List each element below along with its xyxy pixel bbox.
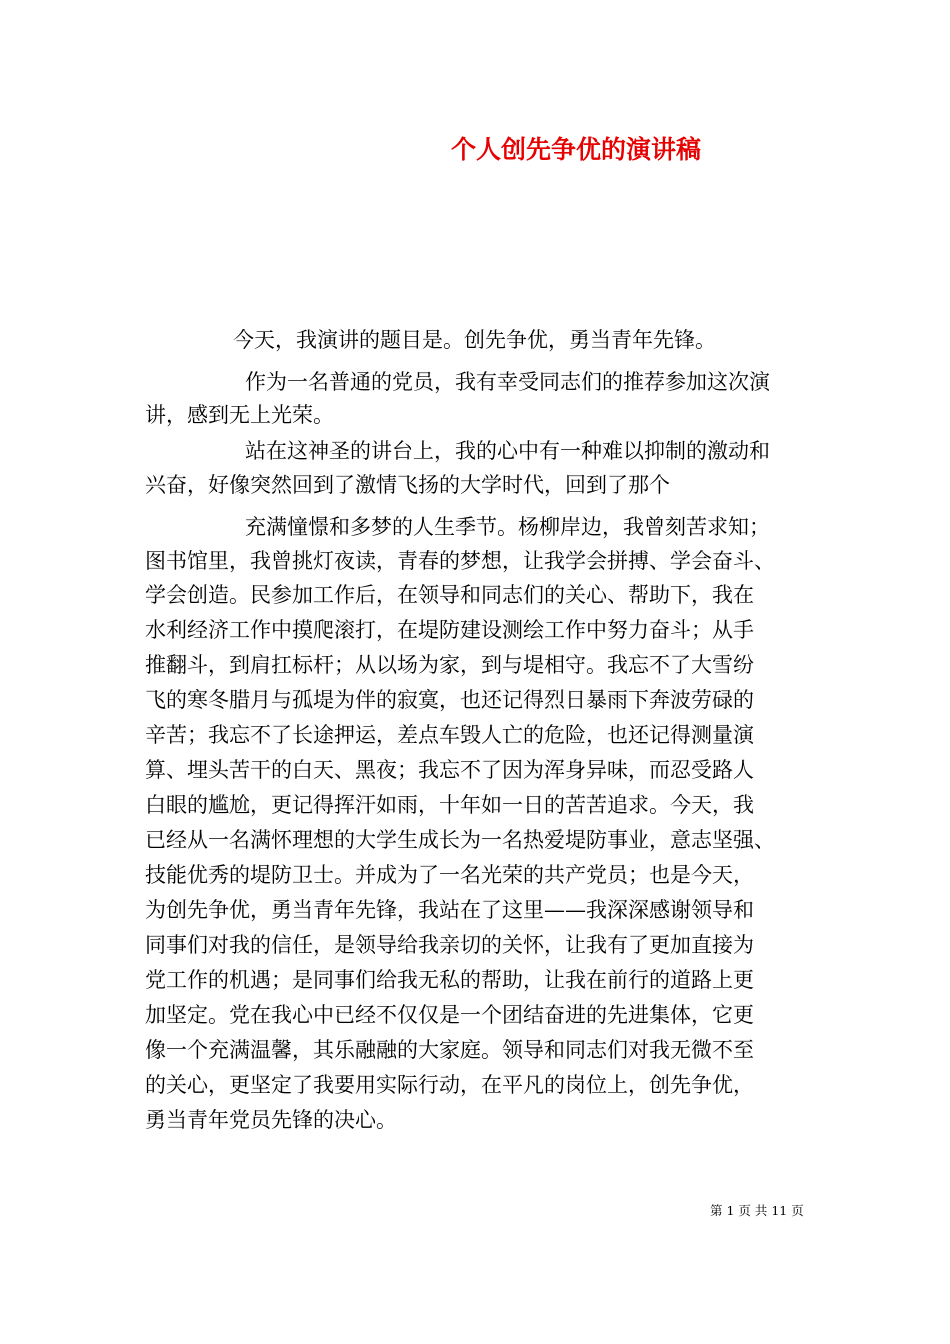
body-line: 像一个充满温馨，其乐融融的大家庭。领导和同志们对我无微不至 [145,1038,754,1062]
body-line: 图书馆里，我曾挑灯夜读，青春的梦想，让我学会拼搏、学会奋斗、 [145,549,775,573]
body-line: 白眼的尴尬，更记得挥汗如雨，十年如一日的苦苦追求。今天，我 [145,793,754,817]
body-line: 技能优秀的堤防卫士。并成为了一名光荣的共产党员；也是今天， [145,863,754,887]
body-line: 学会创造。民参加工作后，在领导和同志们的关心、帮助下，我在 [145,583,754,607]
body-line: 充满憧憬和多梦的人生季节。杨柳岸边，我曾刻苦求知； [245,515,770,539]
body-line: 党工作的机遇；是同事们给我无私的帮助，让我在前行的道路上更 [145,968,754,992]
body-line: 同事们对我的信任，是领导给我亲切的关怀，让我有了更加直接为 [145,933,754,957]
body-line: 加坚定。党在我心中已经不仅仅是一个团结奋进的先进集体，它更 [145,1003,754,1027]
body-line: 讲，感到无上光荣。 [145,403,334,427]
page-number: 第 1 页 共 11 页 [710,1203,804,1218]
body-line: 的关心，更坚定了我要用实际行动，在平凡的岗位上，创先争优， [145,1073,754,1097]
body-line: 推翻斗，到肩扛标杆；从以场为家，到与堤相守。我忘不了大雪纷 [145,653,754,677]
body-line: 已经从一名满怀理想的大学生成长为一名热爱堤防事业，意志坚强、 [145,828,775,852]
body-line: 飞的寒冬腊月与孤堤为伴的寂寞，也还记得烈日暴雨下奔波劳碌的 [145,688,754,712]
body-line: 作为一名普通的党员，我有幸受同志们的推荐参加这次演 [245,370,770,394]
body-line: 辛苦；我忘不了长途押运，差点车毁人亡的危险，也还记得测量演 [145,723,754,747]
body-line: 兴奋，好像突然回到了激情飞扬的大学时代，回到了那个 [145,473,670,497]
body-line: 为创先争优，勇当青年先锋，我站在了这里——我深深感谢领导和 [145,898,754,922]
body-line: 站在这神圣的讲台上，我的心中有一种难以抑制的激动和 [245,439,770,463]
document-title: 个人创先争优的演讲稿 [451,135,702,164]
body-line: 勇当青年党员先锋的决心。 [145,1108,397,1132]
body-line: 水利经济工作中摸爬滚打，在堤防建设测绘工作中努力奋斗；从手 [145,618,754,642]
body-line: 算、埋头苦干的白天、黑夜；我忘不了因为浑身异味，而忍受路人 [145,758,754,782]
body-line: 今天，我演讲的题目是。创先争优，勇当青年先锋。 [233,328,716,352]
